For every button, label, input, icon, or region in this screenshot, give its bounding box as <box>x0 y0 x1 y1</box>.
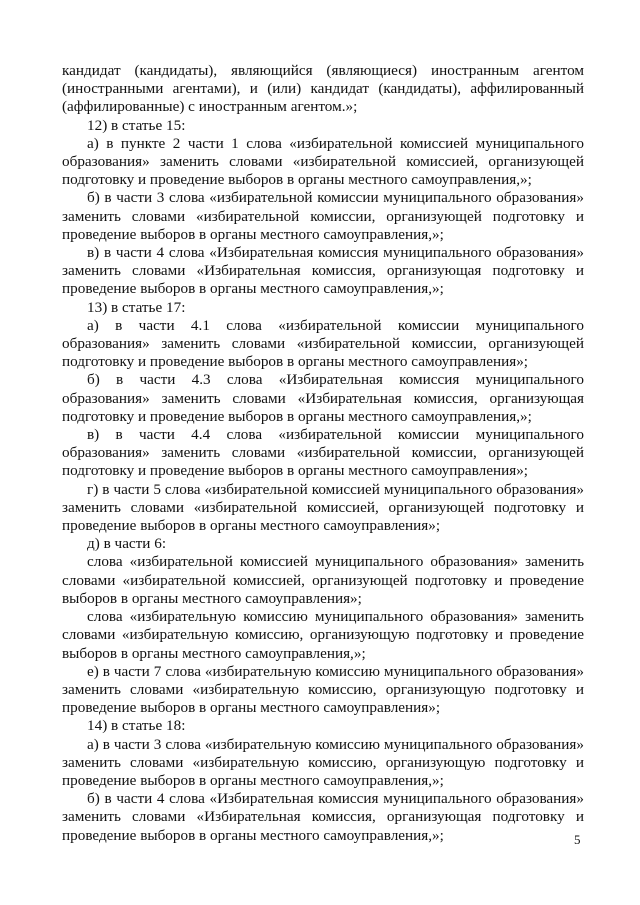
paragraph-item-14a: а) в части 3 слова «избирательную комиссию муниципального образования» заменить словами «избирательную комиссию, организующую подготовку и проведение выборов в органы местного самоуправления,»; <box>62 735 584 789</box>
paragraph-item-13d-2: слова «избирательную комиссию муниципального образования» заменить словами «избирательную комиссию, организующую подготовку и проведение выборов в органы местного самоуправления,»; <box>62 608 584 662</box>
paragraph-item-13d: д) в части 6: <box>87 535 167 553</box>
paragraph-item-14: 14) в статье 18: <box>87 717 186 735</box>
paragraph-item-12v: в) в части 4 слова «Избирательная комиссия муниципального образования» заменить словами «Избирательная комиссия, организующая подготовку и проведение выборов в органы местного самоуправления,»; <box>62 244 584 298</box>
paragraph-item-13a: а) в части 4.1 слова «избирательной комиссии муниципального образования» заменить словами «избирательной комиссии, организующей подготовку и проведение выборов в органы местного самоуправления»; <box>62 316 584 371</box>
paragraph-item-13g: г) в части 5 слова «избирательной комиссией муниципального образования» заменить словами «избирательной комиссией, организующей подготовку и проведение выборов в органы местного самоуправления»; <box>62 480 584 535</box>
paragraph-item-12b: б) в части 3 слова «избирательной комиссии муниципального образования» заменить словами «избирательной комиссии, организующей подготовку и проведение выборов в органы местного самоуправления,»; <box>62 189 584 243</box>
paragraph-continuation: кандидат (кандидаты), являющийся (являющиеся) иностранным агентом (иностранными агентами), и (или) кандидат (кандидаты), аффилированный (аффилированные) с иностранным агентом.»; <box>62 62 584 116</box>
paragraph-item-14b: б) в части 4 слова «Избирательная комиссия муниципального образования» заменить словами «Избирательная комиссия, организующая подготовку и проведение выборов в органы местного самоуправления,»; <box>62 790 584 844</box>
page-number: 5 <box>574 832 581 847</box>
paragraph-item-13v: в) в части 4.4 слова «избирательной комиссии муниципального образования» заменить словами «избирательной комиссии, организующей подготовку и проведение выборов в органы местного самоуправления»; <box>62 426 584 480</box>
paragraph-item-12a: а) в пункте 2 части 1 слова «избирательной комиссией муниципального образования» заменить словами «избирательной комиссией, организующей подготовку и проведение выборов в органы местного самоуправления,»; <box>62 134 584 189</box>
paragraph-item-13d-1: слова «избирательной комиссией муниципального образования» заменить словами «избирательной комиссией, организующей подготовку и проведение выборов в органы местного самоуправления»; <box>62 553 584 607</box>
paragraph-item-13: 13) в статье 17: <box>87 298 186 316</box>
paragraph-item-12: 12) в статье 15: <box>87 116 186 134</box>
paragraph-item-13e: е) в части 7 слова «избирательную комиссию муниципального образования» заменить словами «избирательную комиссию, организующую подготовку и проведение выборов в органы местного самоуправления»; <box>62 662 584 717</box>
document-page <box>62 62 584 845</box>
paragraph-item-13b: б) в части 4.3 слова «Избирательная комиссия муниципального образования» заменить словами «Избирательная комиссия, организующая подготовку и проведение выборов в органы местного самоуправления,»; <box>62 371 584 425</box>
